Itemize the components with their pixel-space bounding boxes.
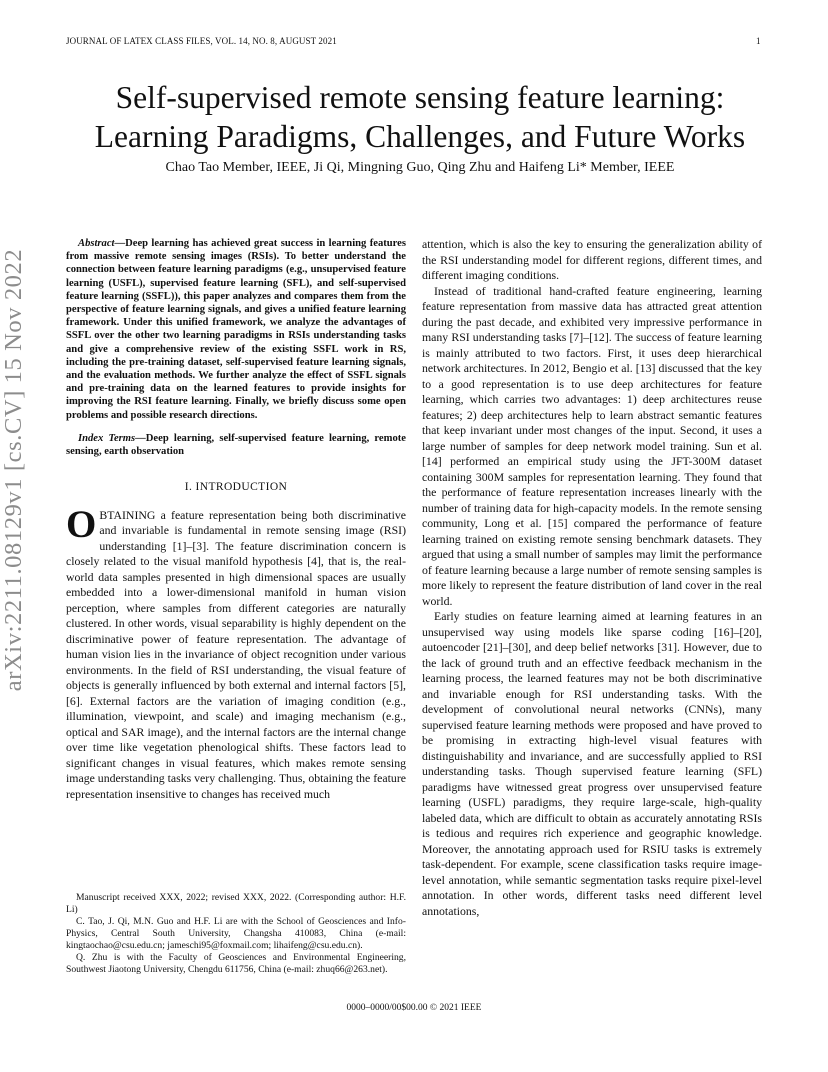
title-line-2: Learning Paradigms, Challenges, and Future Works [94,119,746,154]
index-terms-label: Index Terms [78,432,136,444]
right-column [422,237,762,919]
copyright-line: 0000–0000/00$00.00 © 2021 IEEE [346,1003,482,1013]
section-heading: I. INTRODUCTION [184,481,288,494]
right-paragraph-0: attention, which is also the key to ensuring the generalization ability of the RSI understanding model for different regions, different times, and different imaging conditions. [422,237,762,282]
intro-paragraph-text: BTAINING a feature representation being both discriminative and invariable is fundamental in remote sensing image (RSI) understanding [1]–[3]. The feature discrimination concern is closely related to the visual manifold hypothesis [4], that is, the real-world data samples presented in high dimensional spaces are usually embedded into a lower-dimensional manifold in human vision perception, where samples from different categories are naturally clustered. In other words, visual separability is highly dependent on the discriminative power of feature representation. The advantage of human vision lies in the invariance of object recognition under various environments. In the field of RSI understanding, the visual feature of objects is generally influenced by both external and internal factors [5], [6]. External factors are the variation of imaging condition (e.g., illumination, viewpoint, and scale) and imaging mechanism (e.g., optical and SAR image), and the internal factors are the internal change over time like vegetation phenological shifts. These factors lead to significant changes in visual features, which makes remote sensing image understanding tasks very challenging. Thus, obtaining the feature representation insensitive to changes has received much [66,507,406,801]
title-line-1: Self-supervised remote sensing feature learning: [115,80,725,115]
drop-cap: O [66,502,97,546]
running-head: JOURNAL OF LATEX CLASS FILES, VOL. 14, NO. 8, AUGUST 2021 [66,36,337,46]
left-column [66,237,406,802]
page-number: 1 [756,36,761,46]
footnote-manuscript: Manuscript received XXX, 2022; revised XXX, 2022. (Corresponding author: H.F. Li) [66,892,406,915]
abstract-label: Abstract [78,238,115,249]
footnotes [66,892,406,976]
author-list: Chao Tao Member, IEEE, Ji Qi, Mingning Guo, Qing Zhu and Haifeng Li* Member, IEEE [165,160,675,175]
footnote-affiliation-2: Q. Zhu is with the Faculty of Geosciences and Environmental Engineering, Southwest Jiaotong University, Chengdu 611756, China (e-mail: zhuq66@263.net). [66,952,406,975]
abstract [66,237,406,422]
arxiv-identifier-stamp: arXiv:2211.08129v1 [cs.CV] 15 Nov 2022 [0,248,27,692]
paper-title [60,78,780,156]
right-paragraph-1: Instead of traditional hand-crafted feature engineering, learning feature representation from massive data has attracted great attention during the past decade, and exhibited very impressive performance in many RSI understanding tasks [7]–[12]. The success of feature learning is mainly attributed to two factors. First, it uses deep hierarchical network architectures. In 2012, Bengio et al. [13] discussed that the key to a good representation is to use deep architectures for feature learning, which carries two advantages: 1) deep architectures reuse features; 2) deep architectures help to learn abstract semantic features that keep invariant under most changes of the input. Second, it uses a large number of samples for deep network model training. Sun et al. [14] performed an empirical study using the JFT-300M dataset containing 300M samples for representation learning. They found that the performance of feature representation increases linearly with the number of training data for high-capacity models. In the remote sensing community, Long et al. [15] compared the performance of feature learning trained on existing remote sensing benchmark datasets. They argued that using a small number of samples may limit the performance of feature learning because a large number of remote sensing samples is more likely to represent the feature distribution of land cover in the real world. [422,283,762,608]
abstract-text: —Deep learning has achieved great success in learning features from massive remote sensing images (RSIs). To better understand the connection between feature learning paradigms (e.g., unsupervised feature learning (USFL), supervised feature learning (SFL), and self-supervised feature learning (SSFL)), this paper analyzes and compares them from the perspective of feature learning signals, and gives a unified feature learning framework. Under this unified framework, we analyze the advantages of SSFL over the other two learning paradigms in RSIs understanding tasks and give a comprehensive review of the existing SSFL work in RS, including the pre-training dataset, self-supervised feature learning signals, and the evaluation methods. We further analyze the effect of SSFL signals and pre-training data on the learned features to provide insights for improving the RSI feature learning. Finally, we briefly discuss some open problems and possible research directions. [66,238,406,421]
intro-paragraph [66,502,406,803]
index-terms-text: —Deep learning, self-supervised feature learning, remote sensing, earth observation [66,432,406,458]
index-terms [66,432,406,458]
right-paragraph-2: Early studies on feature learning aimed at learning features in an unsupervised way using models like sparse coding [16]–[20], autoencoder [21]–[30], and deep belief networks [31]. However, due to the lack of ground truth and an effective feedback mechanism in the learning process, the learned features may not be both discriminative and invariable enough for RSI understanding tasks. With the development of convolutional neural networks (CNNs), many supervised feature learning methods were proposed and have proved to be promising in extracting high-level visual features with distinguishability and invariance, and are successfully applied to RSI understanding tasks. Though supervised feature learning (SFL) paradigms have witnessed great progress over unsupervised feature learning (USFL) paradigms, they require large-scale, high-quality labeled data, which are difficult to obtain as accurately annotating RSIs is tedious and requires rich experience and geographic knowledge. Moreover, the annotating approach used for RSIU tasks is extremely task-dependent. For example, scene classification tasks require image-level annotation, while semantic segmentation tasks require pixel-level annotation. In other words, different tasks need different level annotations, [422,609,762,918]
footnote-affiliation-1: C. Tao, J. Qi, M.N. Guo and H.F. Li are with the School of Geosciences and Info-Physics, Central South University, Changsha 410083, China (e-mail: kingtaochao@csu.edu.cn; jameschi95@foxmail.com; lihaifeng@csu.edu.cn). [66,916,406,951]
